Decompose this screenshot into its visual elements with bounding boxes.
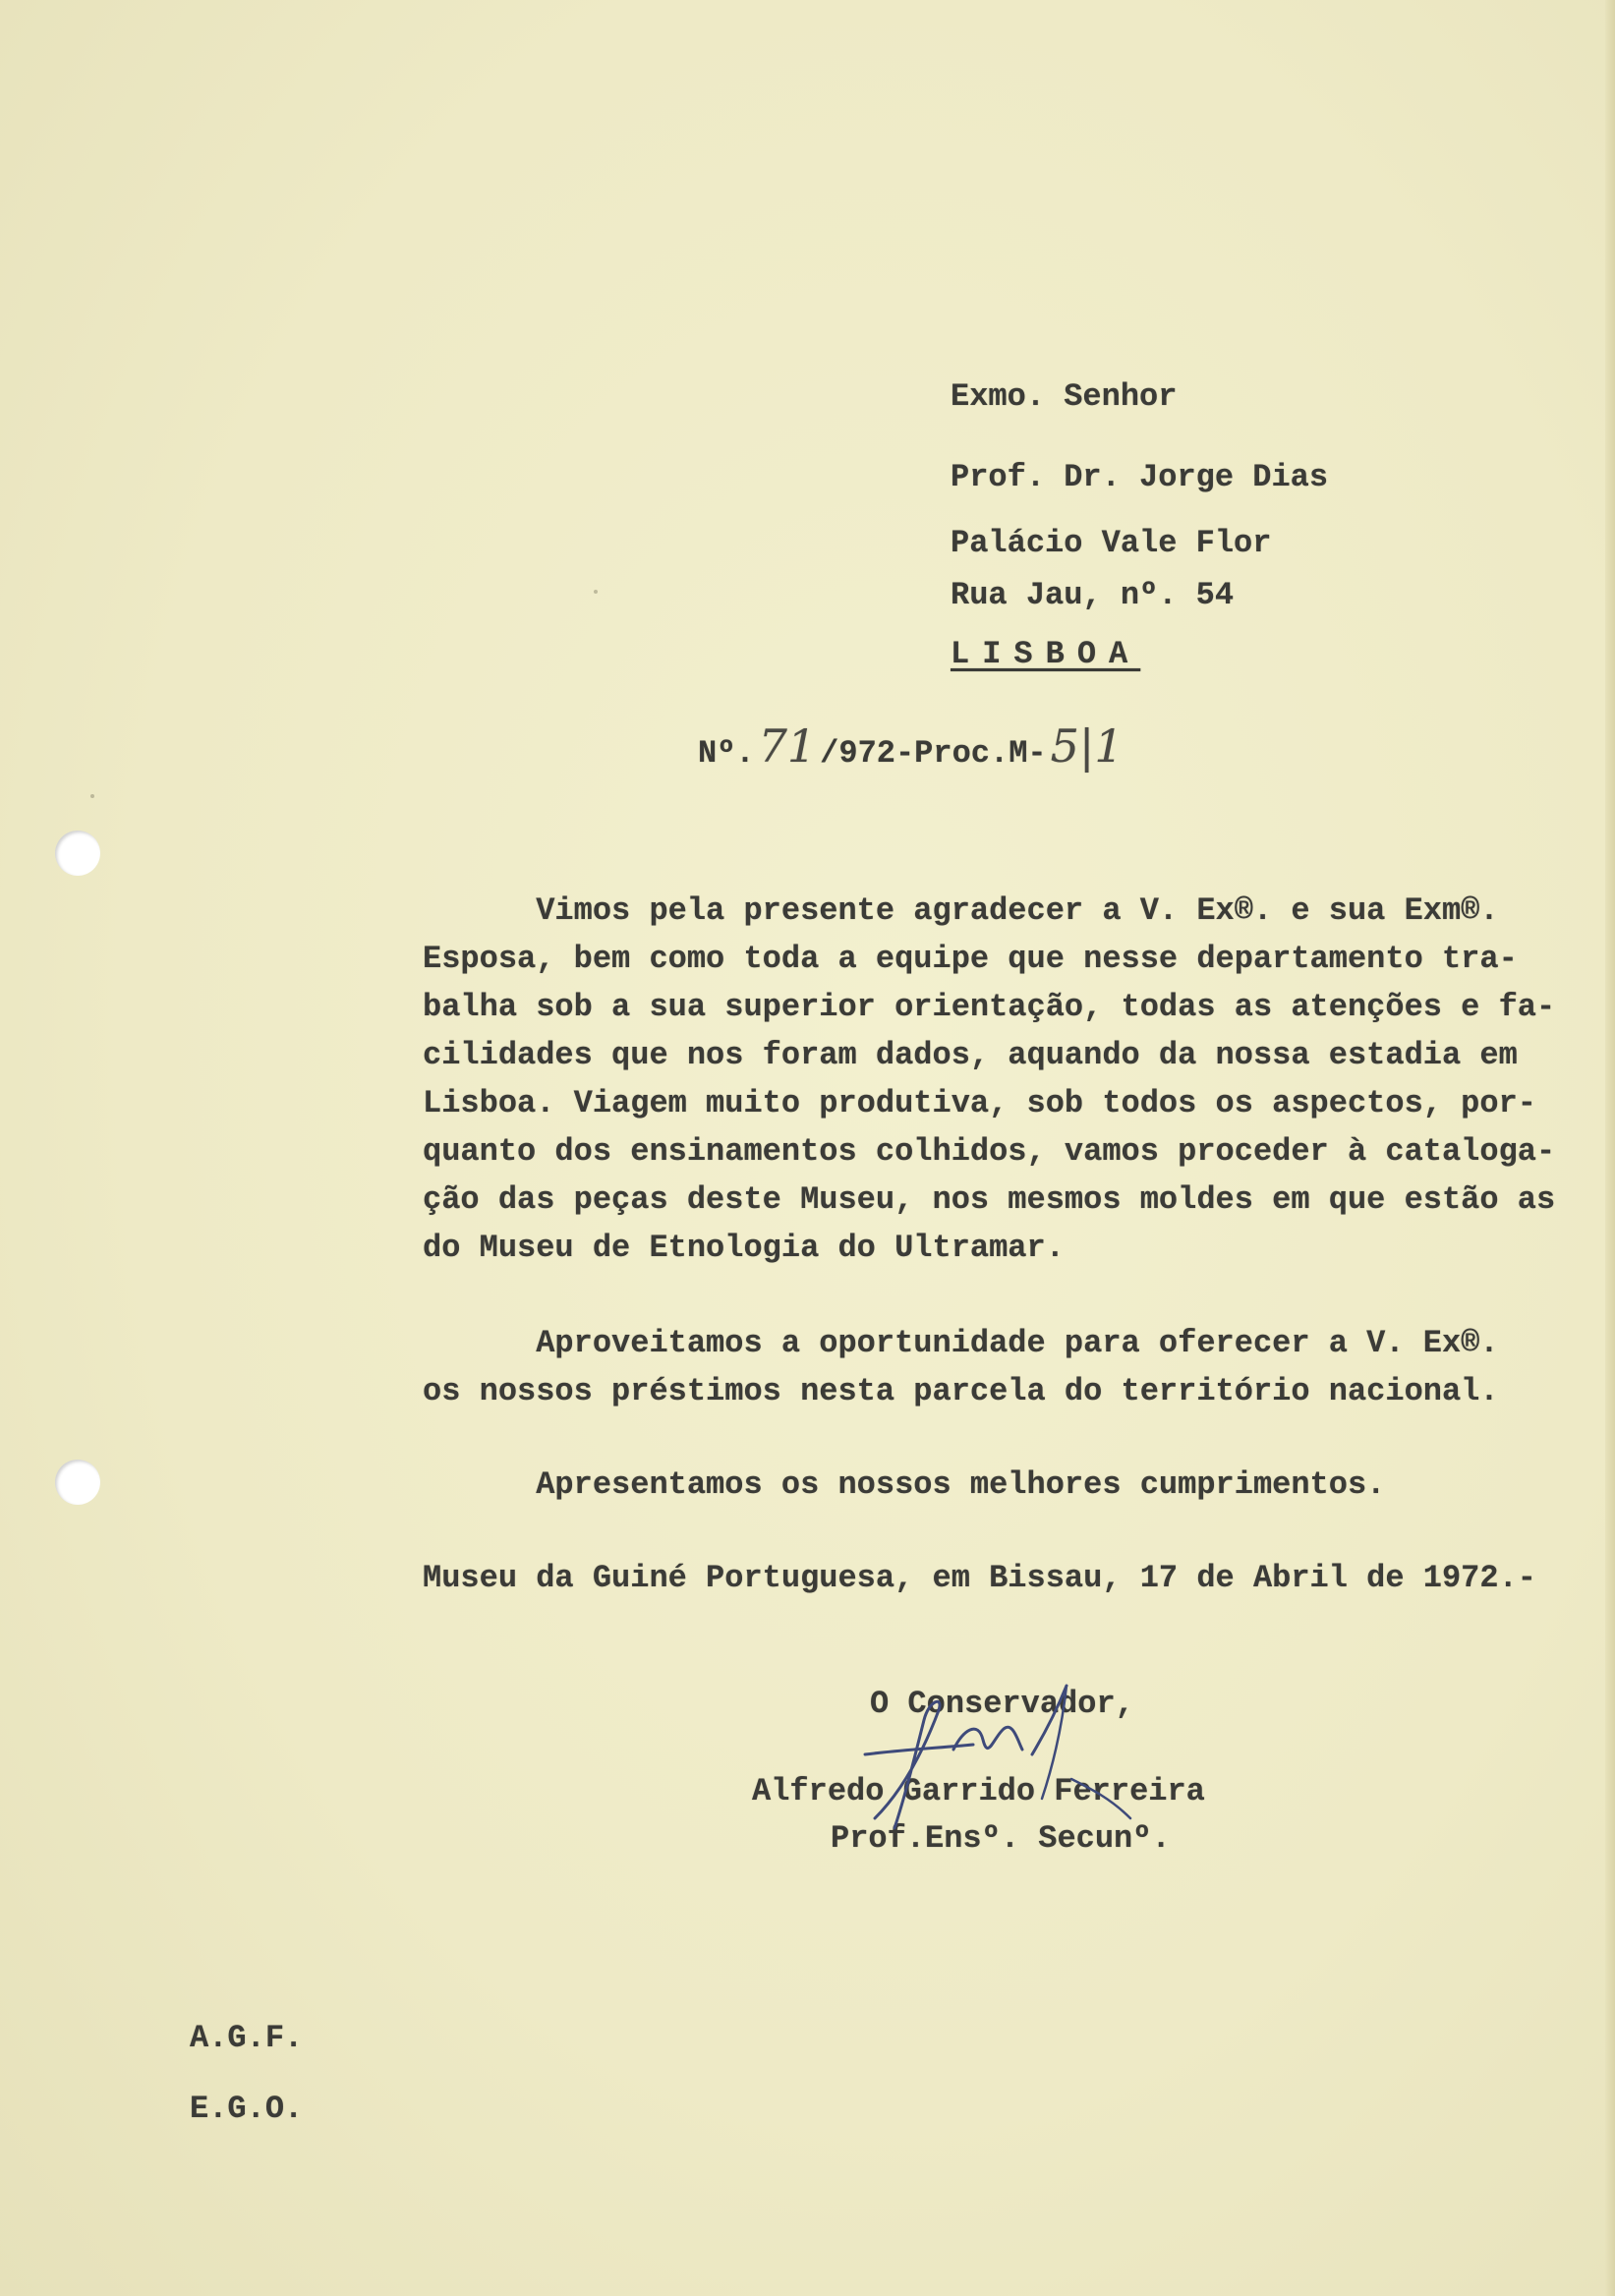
paragraph-line: Apresentamos os nossos melhores cumprimentos. bbox=[423, 1466, 1386, 1503]
body-paragraph-3 bbox=[423, 1466, 1592, 1515]
paragraph-line: Aproveitamos a oportunidade para oferecer a V. Ex®. bbox=[423, 1325, 1499, 1361]
reference-handwritten-process: 5|1 bbox=[1050, 719, 1124, 773]
paper-speck bbox=[594, 590, 598, 594]
paragraph-line: Lisboa. Viagem muito produtiva, sob todos os aspectos, por- bbox=[423, 1085, 1536, 1121]
paragraph-line: Esposa, bem como toda a equipe que nesse departamento tra- bbox=[423, 941, 1518, 977]
place-date-line: Museu da Guiné Portuguesa, em Bissau, 17 de Abril de 1972.- bbox=[423, 1560, 1536, 1596]
body-paragraph-1 bbox=[423, 892, 1592, 1278]
body-paragraph-2 bbox=[423, 1325, 1592, 1421]
reference-prefix: Nº. bbox=[698, 735, 755, 772]
punch-hole-bottom bbox=[55, 1460, 100, 1505]
recipient-city: LISBOA bbox=[951, 636, 1141, 672]
paragraph-line: os nossos préstimos nesta parcela do território nacional. bbox=[423, 1373, 1499, 1409]
paper-edge bbox=[1605, 0, 1615, 2296]
signer-title: O Conservador, bbox=[870, 1686, 1134, 1722]
paragraph-line: cilidades que nos foram dados, aquando da nossa estadia em bbox=[423, 1037, 1518, 1073]
paragraph-line: balha sob a sua superior orientação, todas as atenções e fa- bbox=[423, 989, 1556, 1025]
reference-number bbox=[698, 719, 1127, 773]
paragraph-line: ção das peças deste Museu, nos mesmos moldes em que estão as bbox=[423, 1181, 1556, 1218]
reference-handwritten-number: 71 bbox=[758, 719, 817, 773]
signer-position: Prof.Ensº. Secunº. bbox=[831, 1820, 1171, 1857]
salutation: Exmo. Senhor bbox=[951, 378, 1178, 415]
handwritten-signature bbox=[845, 1671, 1160, 1838]
typist-initials: E.G.O. bbox=[190, 2091, 304, 2127]
paragraph-line: quanto dos ensinamentos colhidos, vamos proceder à cataloga- bbox=[423, 1133, 1556, 1170]
address-line-2: Rua Jau, nº. 54 bbox=[951, 577, 1235, 613]
signer-name: Alfredo Garrido Ferreira bbox=[752, 1773, 1205, 1809]
paragraph-line: Vimos pela presente agradecer a V. Ex®. e sua Exm®. bbox=[423, 892, 1499, 929]
punch-hole-top bbox=[55, 831, 100, 876]
address-line-1: Palácio Vale Flor bbox=[951, 525, 1272, 561]
reference-middle: /972-Proc.M- bbox=[820, 735, 1047, 772]
paragraph-line: do Museu de Etnologia do Ultramar. bbox=[423, 1230, 1065, 1266]
paper-speck bbox=[90, 794, 94, 798]
recipient-name: Prof. Dr. Jorge Dias bbox=[951, 459, 1329, 495]
author-initials: A.G.F. bbox=[190, 2020, 304, 2056]
place-and-date bbox=[423, 1560, 1592, 1608]
